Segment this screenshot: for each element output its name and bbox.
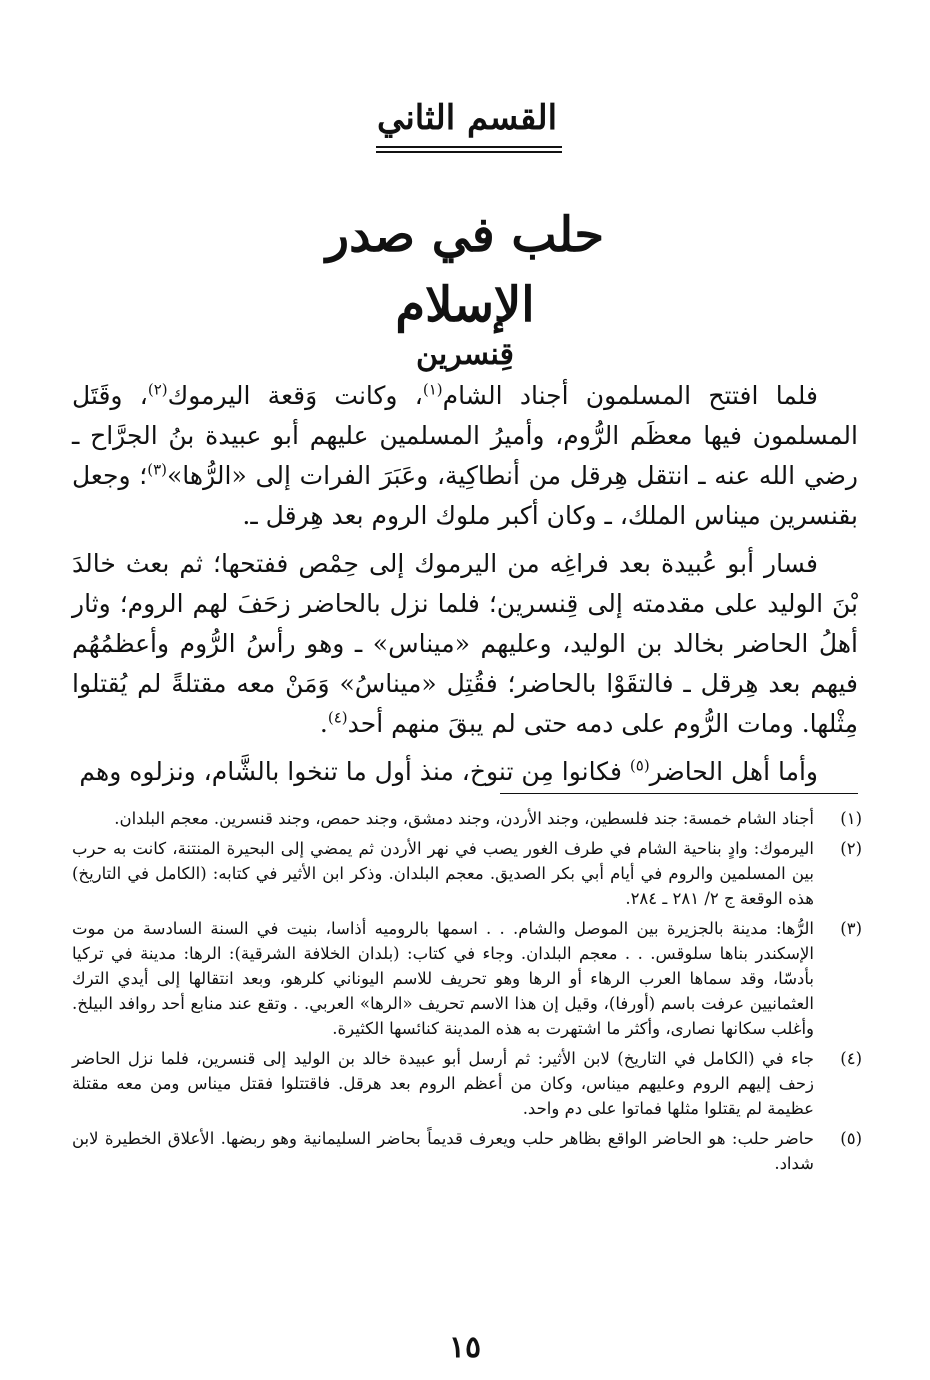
paragraph bbox=[72, 376, 858, 536]
footnote-number: (٣) bbox=[840, 919, 862, 938]
subheading: قِنسرين bbox=[416, 337, 514, 372]
section-rule-lower bbox=[376, 151, 562, 153]
footnote bbox=[72, 916, 862, 1041]
paragraph-text: وأما أهل الحاضر bbox=[649, 757, 818, 786]
footnote-ref: (٣) bbox=[147, 460, 167, 479]
chapter-title: حلب في صدر الإسلام bbox=[325, 207, 605, 333]
footnote-text: حاضر حلب: هو الحاضر الواقع بظاهر حلب ويعرف قديماً بحاضر السليمانية وهو ربضها. الأعلاق الخطيرة لابن شداد. bbox=[72, 1129, 814, 1173]
paragraph bbox=[72, 752, 858, 792]
footnote bbox=[72, 836, 862, 911]
section-label: القسم الثاني bbox=[376, 98, 558, 138]
footnote-number: (٢) bbox=[840, 839, 862, 858]
footnote-number: (٤) bbox=[840, 1049, 862, 1068]
page-number: ١٥ bbox=[448, 1330, 482, 1365]
paragraph-text: ، وقَتَل المسلمون فيها معظَم الرُّوم، وأميرُ المسلمين عليهم أبو عبيدة بنُ الجرَّاح ـ رضي الله عنه ـ انتقل هِرقل من أنطاكِية، وعَبَرَ الفرات إلى «الرُّها» bbox=[72, 381, 858, 490]
footnote-text: جاء في (الكامل في التاريخ) لابن الأثير: ثم أرسل أبو عبيدة خالد بن الوليد إلى قنسرين، فلما نزل الحاضر زحف إليهم الروم وعليهم ميناس، وكان من أعظم الروم بعد هرقل. فاقتتلوا فقتل ميناس ومن معه مقتلة عظيمة لم يقتلوا مثلها فماتوا على دم واحد. bbox=[72, 1049, 814, 1118]
footnotes bbox=[72, 806, 862, 1181]
footnote-ref: (١) bbox=[422, 380, 443, 399]
footnote-text: الرُّها: مدينة بالجزيرة بين الموصل والشام. . . اسمها بالروميه أذاسا، بنيت في السنة السادسة من موت الإسكندر بناها سلوقس. . . معجم البلدان. وجاء في كتاب: (بلدان الخلافة الشرقية): الرها: مدينة في تركيا بأدسّا، وقد سماها العرب الرهاء أو الرها وهو تحريف للاسم اليوناني كلرهو، وبعد انتقالها إلى أيدي الترك العثمانيين عرفت باسم (أورفا)، وقيل إن هذا الاسم تحريف «الرها» العربي. . وتقع عند منابع أحد روافد البيلخ. وأغلب سكانها نصارى، وأكثر ما اشتهرت به هذه المدينة كنائسها الكثيرة. bbox=[72, 919, 814, 1038]
footnote-ref: (٥) bbox=[629, 756, 650, 775]
paragraph-text: فلما افتتح المسلمون أجناد الشام bbox=[442, 381, 818, 410]
footnote-ref: (٢) bbox=[147, 380, 168, 399]
footnote-text: اليرموك: وادٍ بناحية الشام في طرف الغور يصب في نهر الأردن ثم يمضي إلى البحيرة المنتنة، كانت به حرب بين المسلمين والروم في أيام أبي بكر الصديق. معجم البلدان. وذكر ابن الأثير في كتابه: (الكامل في التاريخ) هذه الوقعة ج ٢/ ٢٨١ ـ ٢٨٤. bbox=[72, 839, 814, 908]
footnote-text: أجناد الشام خمسة: جند فلسطين، وجند الأردن، وجند دمشق، وجند حمص، وجند قنسرين. معجم البلدان. bbox=[114, 809, 814, 828]
paragraph-text: ؛ وجعل بقنسرين ميناس الملك، ـ وكان أكبر ملوك الروم بعد هِرقل ـ. bbox=[72, 461, 858, 530]
footnotes-divider bbox=[500, 793, 858, 794]
paragraph-text: ، وكانت وَقعة اليرموك bbox=[167, 381, 423, 410]
footnote bbox=[72, 1046, 862, 1121]
body-text bbox=[72, 376, 858, 800]
footnote bbox=[72, 806, 862, 831]
footnote-number: (٥) bbox=[840, 1129, 862, 1148]
paragraph-text: فسار أبو عُبيدة بعد فراغِه من اليرموك إلى حِمْص ففتحها؛ ثم بعث خالدَ بْنَ الوليد على مقدمته إلى قِنسرين؛ فلما نزل بالحاضر زحَفَ لهم الروم؛ وثار أهلُ الحاضر بخالد بن الوليد، وعليهم «ميناس» ـ وهو رأسُ الرُّوم وأعظمُهُم فيهم بعد هِرقل ـ فالتقَوْا بالحاضر؛ فقُتِل «ميناسُ» وَمَنْ معه مقتلةً لم يُقتلوا مِثْلها. ومات الرُّوم على دمه حتى لم يبقَ منهم أحد bbox=[72, 549, 858, 738]
paragraph bbox=[72, 544, 858, 744]
footnote-number: (١) bbox=[840, 809, 862, 828]
footnote bbox=[72, 1126, 862, 1176]
paragraph-text: . bbox=[319, 709, 328, 738]
section-rule-upper bbox=[376, 146, 562, 148]
footnote-ref: (٤) bbox=[327, 708, 348, 727]
paragraph-text: فكانوا مِن تنوخ، منذ أول ما تنخوا بالشَّام، ونزلوه وهم bbox=[79, 757, 630, 786]
